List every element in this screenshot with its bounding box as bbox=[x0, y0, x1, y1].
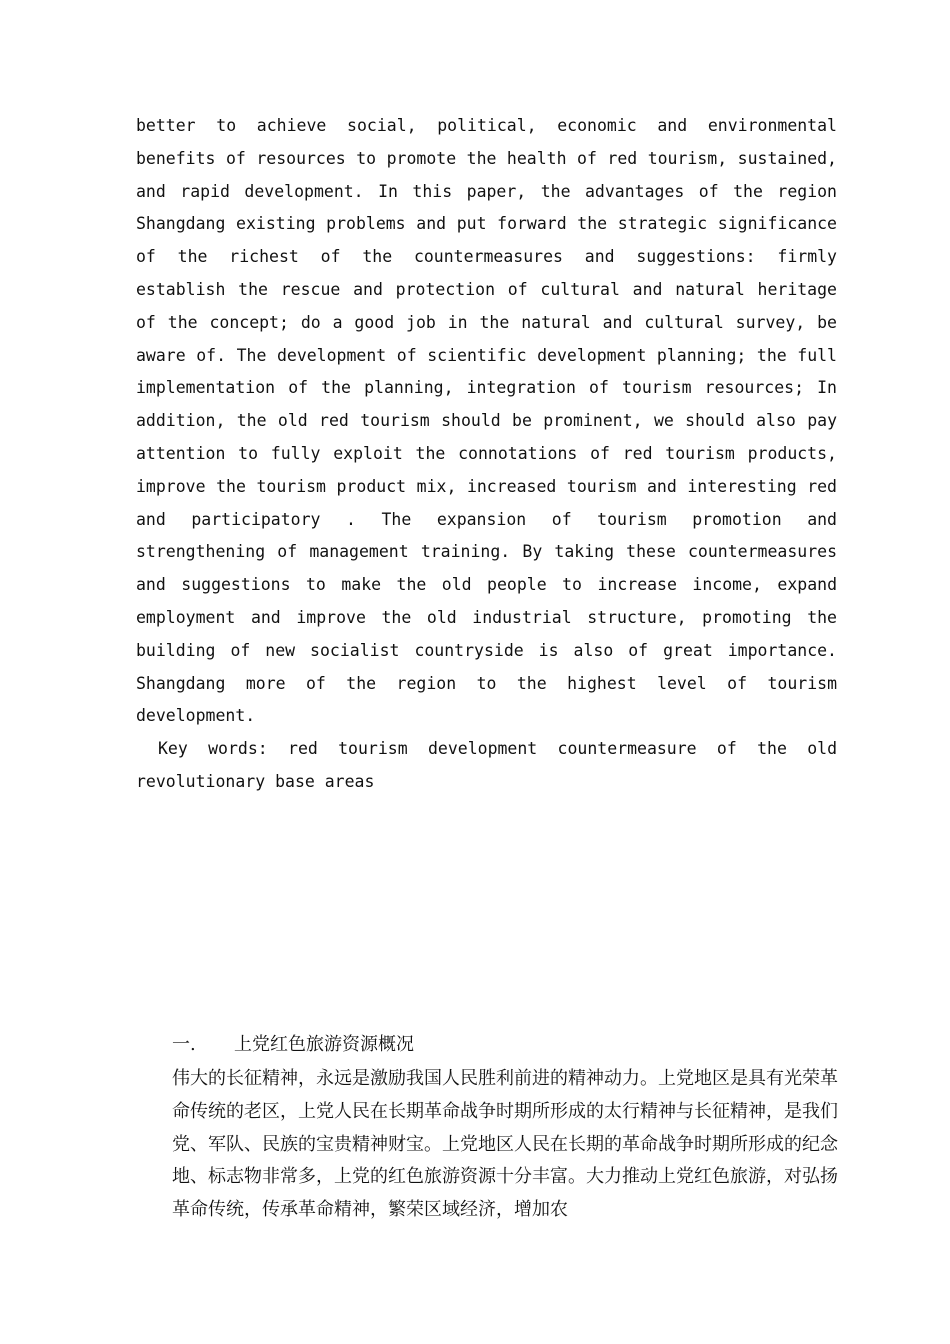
section-number: 一. bbox=[172, 1034, 196, 1055]
section-title-text: 上党红色旅游资源概况 bbox=[234, 1034, 414, 1055]
abstract-paragraph: better to achieve social, political, economic and environmental benefits of resources to promote the health of red tourism, sustained, and rapid development. In this paper, the advantages of the region Shangdang existing problems and put forward the strategic significance of the richest of the countermeasures and suggestions: firmly establish the rescue and protection of cultural and natural heritage of the concept; do a good job in the natural and cultural survey, be aware of. The development of scientific development planning; the full implementation of the planning, integration of tourism resources; In addition, the old red tourism should be prominent, we should also pay attention to fully exploit the connotations of red tourism products, improve the tourism product mix, increased tourism and interesting red and participatory . The expansion of tourism promotion and strengthening of management training. By taking these countermeasures and suggestions to make the old people to increase income, expand employment and improve the old industrial structure, promoting the building of new socialist countryside is also of great importance. Shangdang more of the region to the highest level of tourism development. bbox=[136, 116, 837, 726]
section-heading bbox=[172, 1031, 414, 1059]
keywords-paragraph: Key words: red tourism development countermeasure of the old revolutionary base areas bbox=[136, 739, 837, 791]
section-body-paragraph: 伟大的长征精神，永远是激励我国人民胜利前进的精神动力。上党地区是具有光荣革命传统的老区，上党人民在长期革命战争时期所形成的太行精神与长征精神，是我们党、军队、民族的宝贵精神财宝。上党地区人民在长期的革命战争时期所形成的纪念地、标志物非常多，上党的红色旅游资源十分丰富。大力推动上党红色旅游，对弘扬革命传统，传承革命精神，繁荣区域经济，增加农 bbox=[172, 1068, 838, 1221]
